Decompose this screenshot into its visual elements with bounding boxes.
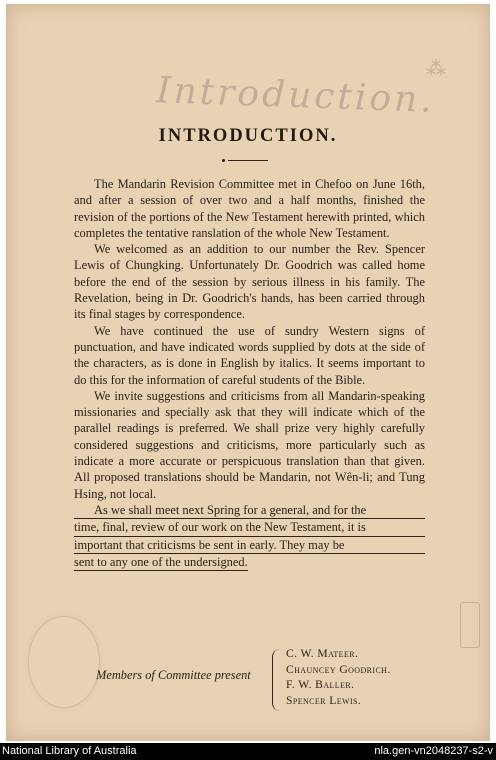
title-divider bbox=[228, 160, 268, 161]
signatory-name: C. W. Mateer. bbox=[286, 647, 359, 660]
library-stamp-icon bbox=[460, 602, 480, 648]
footer-identifier: nla.gen-vn2048237-s2-v bbox=[374, 745, 493, 757]
page-title: INTRODUCTION. bbox=[158, 126, 338, 146]
paragraph-3: We have continued the use of sundry Western signs of punctuation, and have indicated words supplied by dots at the side of the characters, as is done in English by italics. It seems important to do this for the information of careful students of the Bible. bbox=[74, 323, 425, 387]
signatory-name: Chauncey Goodrich. bbox=[286, 662, 391, 676]
members-label: Members of Committee present bbox=[96, 668, 251, 682]
notice-line: important that criticisms be sent in early. They may be bbox=[74, 537, 425, 554]
footer-source: National Library of Australia bbox=[2, 745, 137, 757]
introduction-body bbox=[74, 176, 425, 571]
signatories-list bbox=[286, 646, 391, 708]
pencil-mark-icon: ⁂ bbox=[426, 58, 446, 80]
notice-line: sent to any one of the undersigned. bbox=[74, 554, 248, 571]
notice-line: time, final, review of our work on the New Testament, it is bbox=[74, 519, 425, 536]
embossed-stamp-icon bbox=[28, 616, 100, 708]
signature-block bbox=[92, 646, 452, 716]
underlined-notice bbox=[74, 502, 425, 571]
document-page bbox=[6, 4, 490, 741]
notice-line: As we shall meet next Spring for a general, and for the bbox=[74, 502, 425, 519]
brace-icon bbox=[272, 649, 283, 711]
paragraph-1: The Mandarin Revision Committee met in Chefoo on June 16th, and after a session of over two and a half months, finished the revision of the portions of the New Testament herewith printed, which completes the tentative ranslation of the whole New Testament. bbox=[74, 177, 425, 240]
paragraph-2: We welcomed as an addition to our number the Rev. Spencer Lewis of Chungking. Unfortunately Dr. Goodrich was called home before the end of the session by serious illness in his family. The Revelation, being in Dr. Goodrich's hands, has been carried through its final stages by correspondence. bbox=[74, 242, 425, 322]
signatory-name: Spencer Lewis. bbox=[286, 693, 362, 707]
paragraph-4: We invite suggestions and criticisms from all Mandarin-speaking missionaries and specially ask that they will indicate which of the parallel readings is preferred. We shall prize very highly carefully considered suggestions and criticisms, more particularly such as indicate a more accurate or perspicuous translation than that given. All proposed translations should be Mandarin, not Wên-li; and Tung Hsing, not local. bbox=[74, 388, 425, 501]
footer-bar bbox=[0, 743, 496, 760]
signatory-name: F. W. Baller. bbox=[286, 678, 355, 692]
handwritten-annotation: Introduction. bbox=[155, 70, 436, 121]
